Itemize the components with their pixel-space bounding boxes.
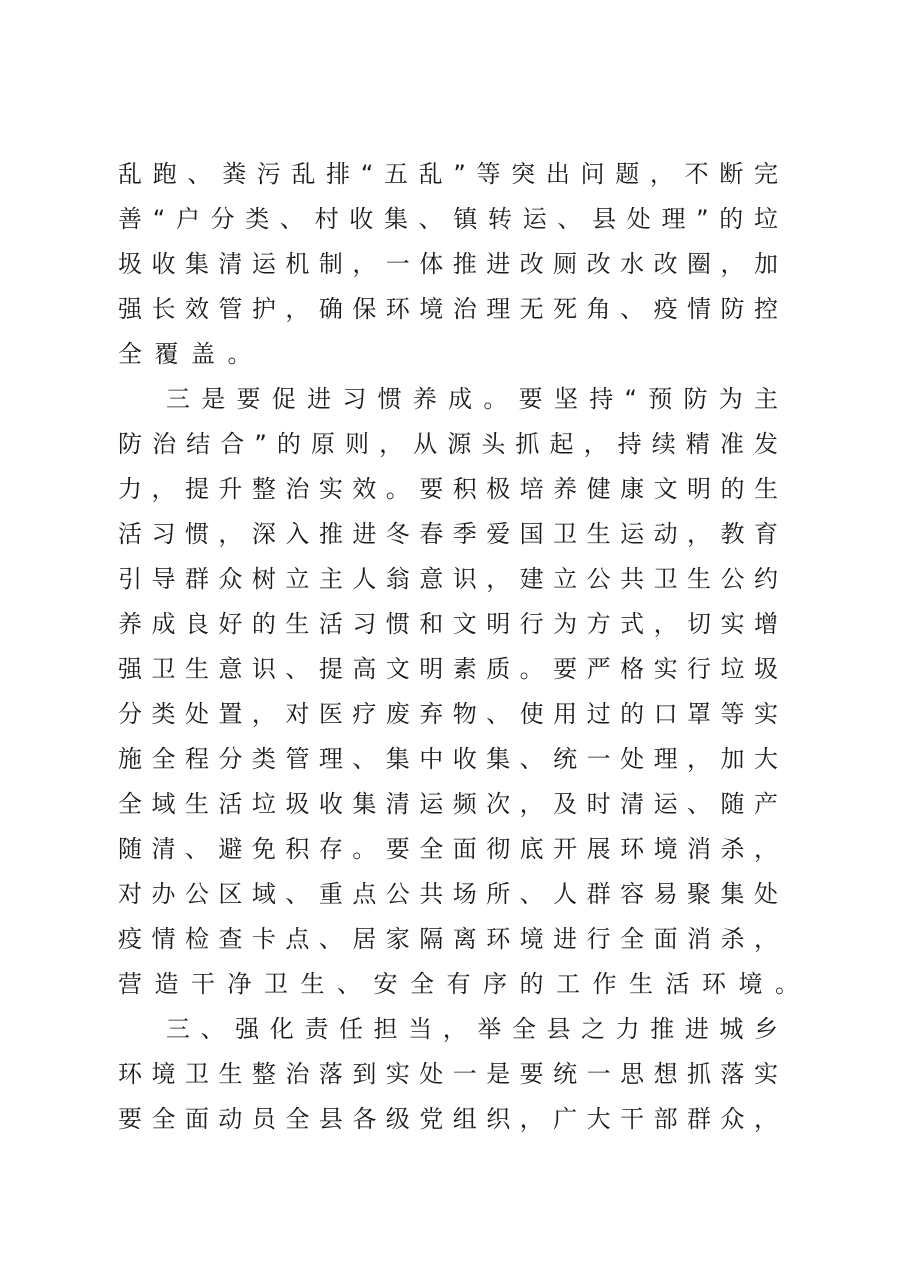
text-line: 善“户分类、村收集、镇转运、县处理”的垃 [118, 205, 778, 233]
text-line: 营造干净卫生、安全有序的工作生活环境。 [118, 970, 812, 998]
text-line: 施全程分类管理、集中收集、统一处理，加大 [118, 745, 778, 773]
text-line: 疫情检查卡点、居家隔离环境进行全面消杀， [118, 925, 778, 953]
text-line: 引导群众树立主人翁意识，建立公共卫生公约 [118, 565, 778, 593]
paragraph-first-line: 三是要促进习惯养成。要坚持“预防为主 [166, 385, 778, 413]
text-line: 活习惯，深入推进冬春季爱国卫生运动，教育 [118, 520, 778, 548]
text-line: 强长效管护，确保环境治理无死角、疫情防控 [118, 295, 778, 323]
text-line: 力，提升整治实效。要积极培养健康文明的生 [118, 475, 778, 503]
text-line: 要全面动员全县各级党组织，广大干部群众， [118, 1105, 778, 1133]
text-line: 全域生活垃圾收集清运频次，及时清运、随产 [118, 790, 778, 818]
text-line: 分类处置，对医疗废弃物、使用过的口罩等实 [118, 700, 778, 728]
text-line: 乱跑、粪污乱排“五乱”等突出问题，不断完 [118, 160, 778, 188]
section-heading-line: 三、强化责任担当，举全县之力推进城乡 [166, 1015, 778, 1043]
text-line: 养成良好的生活习惯和文明行为方式，切实增 [118, 610, 778, 638]
text-line: 圾收集清运机制，一体推进改厕改水改圈，加 [118, 250, 778, 278]
text-line: 环境卫生整治落到实处一是要统一思想抓落实 [118, 1060, 778, 1088]
text-line: 对办公区域、重点公共场所、人群容易聚集处 [118, 880, 778, 908]
text-line: 全覆盖。 [118, 340, 264, 368]
text-line: 防治结合”的原则，从源头抓起，持续精准发 [118, 430, 778, 458]
text-line: 强卫生意识、提高文明素质。要严格实行垃圾 [118, 655, 778, 683]
text-line: 随清、避免积存。要全面彻底开展环境消杀， [118, 835, 778, 863]
